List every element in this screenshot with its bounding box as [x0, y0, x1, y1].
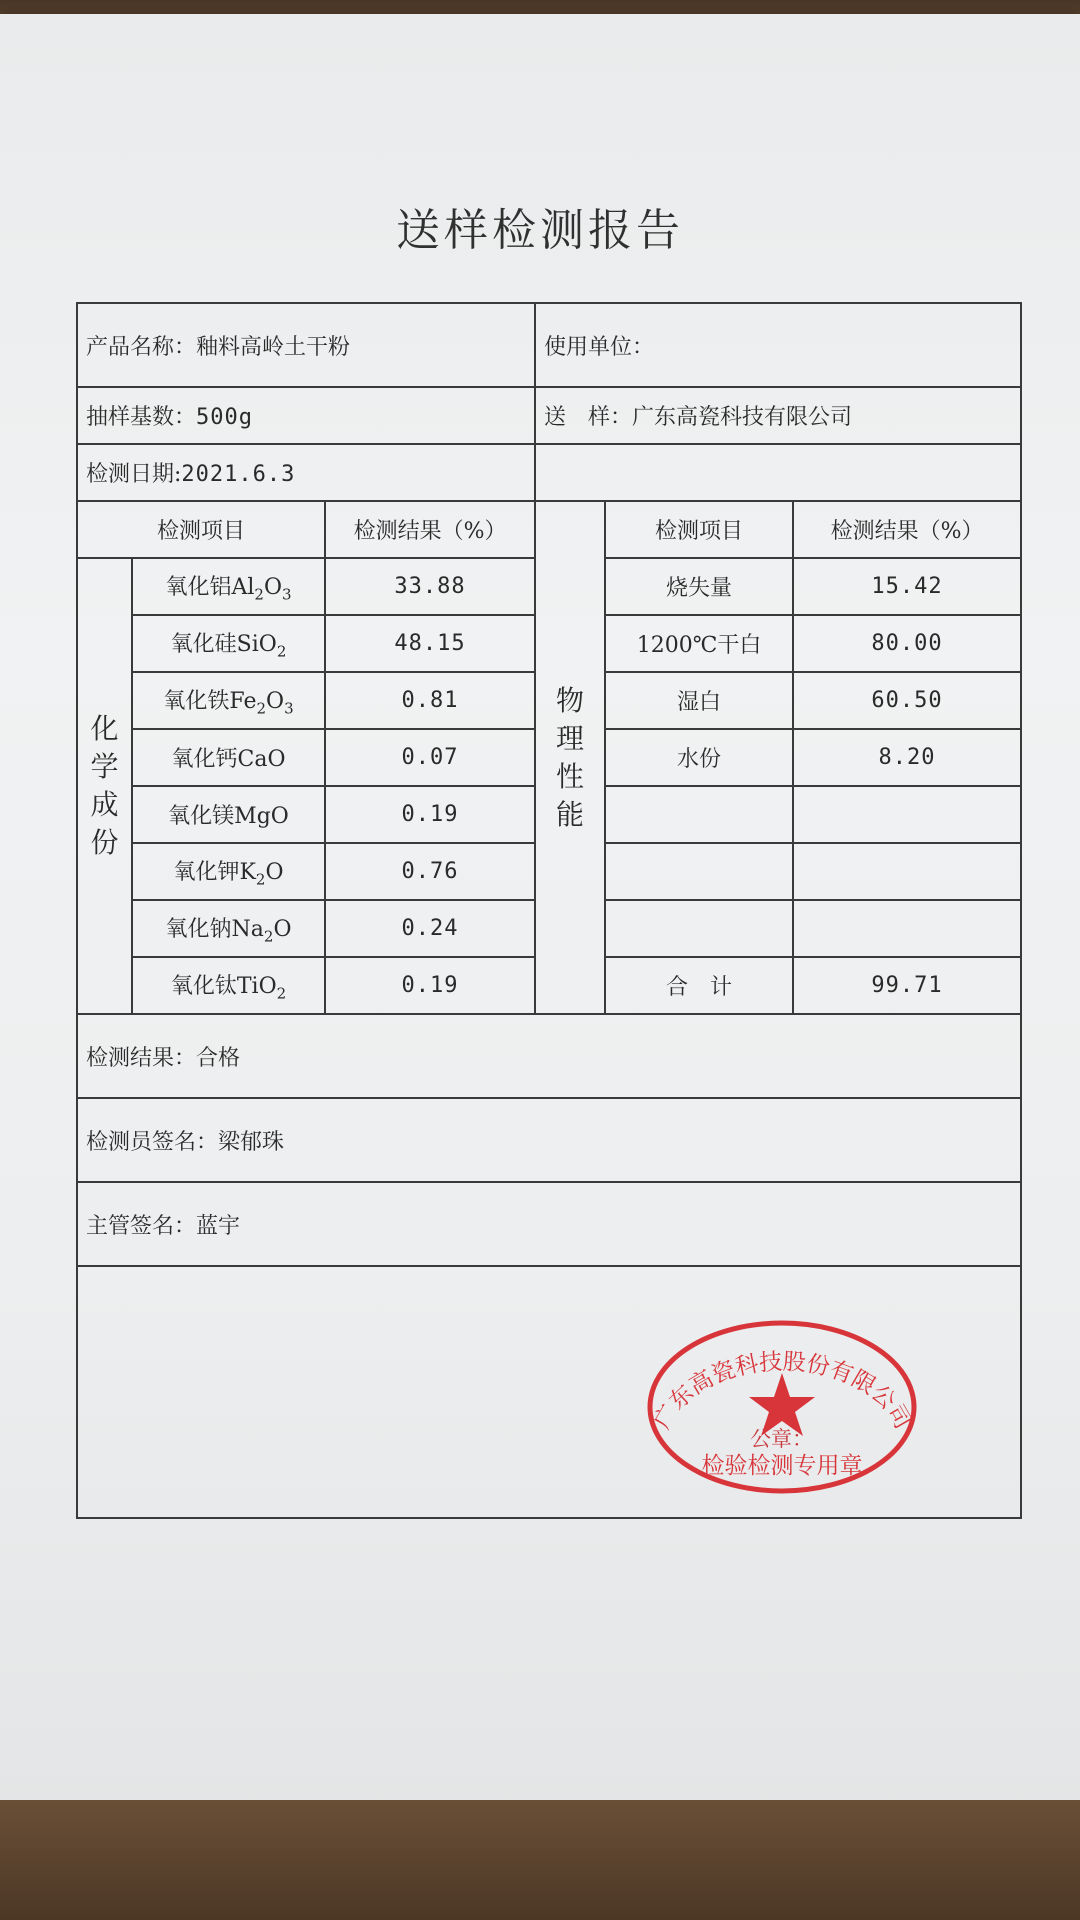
phys-total-label: 合 计 — [605, 957, 793, 1014]
chem-item-name — [132, 729, 325, 786]
phys-item-name: 1200℃干白 — [605, 615, 793, 672]
phys-item-value — [793, 900, 1021, 957]
formula-part: MgO — [234, 804, 289, 829]
chem-item-name — [132, 900, 325, 957]
phys-item-name — [605, 843, 793, 900]
formula-part: O — [273, 916, 292, 942]
report-title: 送样检测报告 — [396, 205, 684, 256]
supervisor-label: 主管签名： — [86, 1213, 197, 1239]
phys-group-char: 性 — [556, 759, 585, 793]
phys-item-value: 60.50 — [793, 672, 1021, 729]
chem-item-cn: 氧化钛 — [170, 973, 237, 999]
phys-header-item: 检测项目 — [605, 501, 793, 558]
chem-item-cn: 氧化钠 — [165, 916, 232, 942]
phys-item-name — [605, 900, 793, 957]
chem-header-item: 检测项目 — [77, 501, 325, 558]
chem-item-value: 0.19 — [325, 786, 535, 843]
sample-base-cell — [77, 387, 535, 444]
sample-base-label: 抽样基数： — [86, 405, 197, 430]
sender-cell — [535, 387, 1021, 444]
inspector-label: 检测员签名： — [86, 1129, 219, 1155]
empty-cell — [535, 444, 1021, 501]
formula-subscript: 2 — [255, 870, 266, 889]
formula-part: Al — [231, 574, 255, 600]
phys-group-char: 能 — [556, 797, 585, 831]
formula-part: K — [239, 859, 256, 885]
formula-part: Fe — [229, 688, 257, 714]
chem-header-result: 检测结果（%） — [325, 501, 535, 558]
product-value: 釉料高岭土干粉 — [196, 334, 351, 360]
formula-subscript: 3 — [282, 585, 292, 604]
phys-item-name: 湿白 — [605, 672, 793, 729]
inspector-value: 梁郁珠 — [218, 1129, 285, 1155]
chem-item-value: 0.24 — [325, 900, 535, 957]
chem-item-name — [132, 615, 325, 672]
product-label: 产品名称： — [86, 334, 197, 360]
user-unit-cell — [535, 303, 1021, 387]
formula-subscript: 2 — [276, 642, 287, 661]
inspector-cell — [77, 1098, 1021, 1182]
row-date — [77, 444, 1021, 501]
test-date-cell — [77, 444, 535, 501]
chem-group-char: 成 — [90, 788, 119, 821]
phys-group-char: 物 — [556, 683, 585, 717]
row-product — [77, 303, 1021, 387]
formula-part: O — [266, 688, 285, 714]
seal-arc-text: 广东高瓷科技股份有限公司 — [649, 1349, 916, 1434]
sender-value: 广东高瓷科技有限公司 — [632, 405, 853, 430]
phys-total-value: 99.71 — [793, 957, 1021, 1014]
formula-part: Na — [231, 916, 264, 942]
chem-group-label — [77, 558, 132, 1014]
phys-item-value: 80.00 — [793, 615, 1021, 672]
chem-item-cn: 氧化钙 — [171, 747, 238, 772]
test-date-label: 检测日期: — [86, 462, 182, 487]
chem-item-value: 0.07 — [325, 729, 535, 786]
phys-item-value — [793, 843, 1021, 900]
chem-item-cn: 氧化钾 — [173, 859, 240, 885]
phys-item-value: 15.42 — [793, 558, 1021, 615]
formula-part: TiO — [236, 973, 277, 999]
supervisor-cell — [77, 1182, 1021, 1266]
formula-part: O — [263, 574, 282, 600]
supervisor-value: 蓝宇 — [196, 1213, 241, 1239]
supervisor-row — [77, 1182, 1021, 1266]
phys-group-label — [535, 501, 605, 1014]
formula-subscript: 2 — [256, 699, 267, 718]
sender-label: 送 样： — [544, 405, 633, 430]
chem-item-name — [132, 672, 325, 729]
product-cell — [77, 303, 535, 387]
phys-item-name: 水份 — [605, 729, 793, 786]
chem-item-value: 48.15 — [325, 615, 535, 672]
formula-part: O — [265, 859, 284, 885]
chem-group-char: 学 — [90, 750, 119, 783]
phys-header-result: 检测结果（%） — [793, 501, 1021, 558]
chem-item-name — [132, 843, 325, 900]
chem-item-cn: 氧化镁 — [168, 804, 235, 829]
result-label: 检测结果： — [86, 1045, 197, 1071]
phys-group-char: 理 — [556, 721, 585, 755]
chem-group-char: 份 — [90, 826, 119, 859]
row-sample — [77, 387, 1021, 444]
chem-item-value: 0.76 — [325, 843, 535, 900]
chem-item-name — [132, 786, 325, 843]
result-cell — [77, 1014, 1021, 1098]
phys-item-value: 8.20 — [793, 729, 1021, 786]
seal-bottom-text: 检验检测专用章 — [701, 1453, 863, 1479]
formula-subscript: 2 — [254, 585, 264, 604]
inspector-row — [77, 1098, 1021, 1182]
chem-item-value: 0.81 — [325, 672, 535, 729]
desk-background-bottom — [0, 1800, 1080, 1920]
sample-base-value: 500g — [196, 405, 253, 430]
chem-item-value: 33.88 — [325, 558, 535, 615]
chem-item-cn: 氧化铁 — [163, 688, 230, 714]
formula-subscript: 2 — [276, 984, 287, 1003]
chem-item-value: 0.19 — [325, 957, 535, 1014]
row-headers — [77, 501, 1021, 558]
result-row — [77, 1014, 1021, 1098]
seal-mid-text: 公章： — [750, 1427, 813, 1451]
chem-item-cn: 氧化铝 — [165, 574, 232, 600]
chem-group-char: 化 — [90, 712, 119, 745]
chem-item-name — [132, 957, 325, 1014]
phys-item-value — [793, 786, 1021, 843]
official-seal — [645, 1315, 920, 1495]
chem-item-name — [132, 558, 325, 615]
phys-item-name — [605, 786, 793, 843]
user-unit-label: 使用单位： — [544, 334, 655, 360]
test-date-value: 2021.6.3 — [181, 462, 296, 487]
formula-subscript: 2 — [263, 927, 274, 946]
chem-item-cn: 氧化硅 — [170, 631, 237, 657]
formula-part: CaO — [237, 747, 286, 772]
phys-item-name: 烧失量 — [605, 558, 793, 615]
result-value: 合格 — [196, 1045, 241, 1071]
formula-part: SiO — [236, 631, 277, 657]
formula-subscript: 3 — [284, 699, 294, 718]
